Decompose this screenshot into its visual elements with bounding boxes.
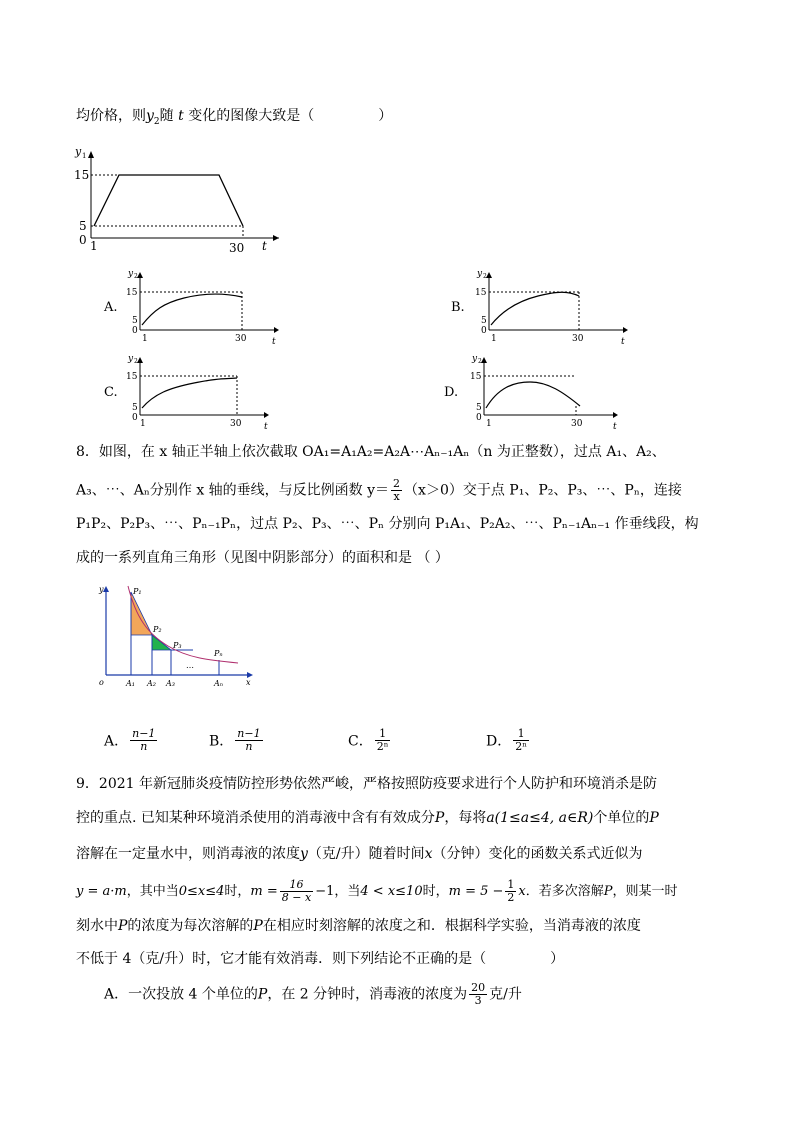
choice-d-graph [468,350,628,432]
q8-figure [98,578,258,690]
tick-5: 5 [79,219,87,233]
label-o: o [99,678,104,687]
x-arrow [613,412,618,418]
tick-5: 5 [132,316,138,326]
frac-20-3: $\frac{20}{3}$ [471,981,486,1007]
choice-a-letter: A. [104,300,118,315]
q8-option-d[interactable]: D． $\frac{1}{\text{2ⁿ}}$ [486,727,527,753]
q9-line1: 9．2021 年新冠肺炎疫情防控形势依然严峻，严格按照防疫要求进行个人防护和环境消杀是防 [76,776,657,792]
tick-30: 30 [229,241,245,253]
x-arrow [273,235,279,241]
y-sub: 2 [483,273,487,280]
x-label: t [621,337,625,347]
choice-a-graph [124,265,284,347]
tick-1: 1 [486,419,492,429]
shaded-triangle-1 [131,592,152,635]
q8-option-a[interactable]: A． $\frac{n-1}{n}$ [104,727,156,753]
tick-15: 15 [126,288,138,298]
label-a1: A₁ [126,679,135,688]
label-p1: P₁ [133,587,142,596]
tick-15: 15 [470,372,482,382]
choice-d-letter: D. [444,385,459,400]
q9-option-a[interactable]: A．一次投放 4 个单位的P，在 2 分钟时，消毒液的浓度为 $\frac{20}{3}$ 克/升 [104,981,522,1007]
y-sub: 2 [134,358,138,365]
x-label: t [262,239,267,253]
y-label: y [128,354,134,364]
frac: $\frac{n-1}{n}$ [237,727,261,753]
y-arrow [137,357,143,363]
curve [142,378,237,408]
q8-line2: A₃、⋯、Aₙ分别作 x 轴的垂线，与反比例函数 y＝ $\frac{2}{x}$ （x＞0）交于点 P₁、P₂、P₃、⋯、Pₙ，连接 [76,477,682,503]
q8-line4: 成的一系列直角三角形（见图中阴影部分）的面积和是 （ ） [76,550,449,566]
label-pn: Pₙ [214,649,223,658]
label-a2: A₂ [147,679,156,688]
y-label: y [128,269,134,279]
choice-b-graph [473,265,633,347]
tick-30: 30 [572,334,584,344]
choice-c-graph [124,350,284,432]
tick-1: 1 [491,334,497,344]
y-label: y [477,269,483,279]
q8-line3: P₁P₂、P₂P₃、⋯、Pₙ₋₁Pₙ，过点 P₂、P₃、⋯、Pₙ 分别向 P₁A₁、P₂A₂、⋯、Pₙ₋₁Aₙ₋₁ 作垂线段，构 [76,516,699,532]
q9-line6: 不低于 4（克/升）时，它才能有效消毒．则下列结论不正确的是（ ） [76,951,565,967]
curve [491,292,579,325]
q9-line3: 溶解在一定量水中，则消毒液的浓度y（克/升）随着时间x（分钟）变化的函数关系式近似为 [76,846,643,862]
frac-16: $\frac{16}{8 - x}$ [281,878,312,904]
intro-line: 均价格，则$y_2$随 t 变化的图像大致是（ ） [76,108,393,127]
y-label: y [75,145,82,158]
x-label: t [264,422,268,432]
tick-5: 5 [476,403,482,413]
x-arrow [274,327,279,333]
tick-1: 1 [90,239,98,253]
tick-15: 15 [475,288,487,298]
top-graph [74,143,284,253]
q9-line2: 控的重点. 已知某种环境消杀使用的消毒液中含有有效成分P，每将a(1≤a≤4, a∈R)个单位的P [76,810,659,826]
tick-5: 5 [481,316,487,326]
q8-option-b[interactable]: B． $\frac{n-1}{n}$ [209,727,261,753]
frac: $\frac{1}{\text{2ⁿ}}$ [376,727,389,753]
tick-15: 15 [74,168,90,182]
tick-1: 1 [142,334,148,344]
y-arrow [481,357,487,363]
q8-line1: 8．如图，在 x 轴正半轴上依次截取 OA₁=A₁A₂=A₂A⋯Aₙ₋₁Aₙ（n 为正整数），过点 A₁、A₂、 [76,444,666,460]
label-dots: … [186,661,194,670]
y-sub: 1 [82,152,87,160]
label-a3: A₃ [166,679,175,688]
tick-0: 0 [132,413,138,423]
label-p3: P₃ [173,641,182,650]
frac: $\frac{1}{\text{2ⁿ}}$ [515,727,527,753]
curve [486,382,580,408]
y-arrow [88,151,94,158]
label-an: Aₙ [214,679,224,688]
label-x: x [246,678,251,687]
q9-line4: y = a·m，其中当0≤x≤4时，m = $\frac{16}{8 - x}$ −1，当4 < x≤10时，m = 5 − $\frac{1}{2}$ x．若多次溶解P，则某一时 [76,878,678,904]
tick-30: 30 [230,419,242,429]
y-sub: 2 [134,273,138,280]
tick-30: 30 [571,419,583,429]
tick-0: 0 [132,326,138,336]
y-sub: 2 [478,358,482,365]
y-arrow [103,586,109,592]
frac-half: $\frac{1}{2}$ [507,878,515,904]
x-label: t [272,337,276,347]
label-y: y [99,585,104,594]
tick-0: 0 [476,413,482,423]
frac-2-over-x: $\frac{2}{x}$ [393,477,401,503]
label-p2: P₂ [153,625,162,634]
q8-option-c[interactable]: C． $\frac{1}{\text{2ⁿ}}$ [348,727,389,753]
trapezoid-curve [94,175,243,226]
y-label: y [472,354,478,364]
tick-1: 1 [140,419,146,429]
tick-0: 0 [481,326,487,336]
x-arrow [623,327,628,333]
tick-30: 30 [235,334,247,344]
q9-line5: 刻水中P的浓度为每次溶解的P在相应时刻溶解的浓度之和．根据科学实验，当消毒液的浓度 [76,918,641,934]
frac: $\frac{n-1}{n}$ [132,727,156,753]
shaded-triangle-2 [152,635,171,650]
x-label: t [613,422,617,432]
y-arrow [486,272,492,278]
tick-15: 15 [126,372,138,382]
choice-c-letter: C. [104,385,118,400]
choice-b-letter: B. [451,300,465,315]
x-arrow [264,412,269,418]
tick-5: 5 [132,403,138,413]
curve [142,294,242,325]
y-arrow [137,272,143,278]
tick-0: 0 [79,233,87,247]
